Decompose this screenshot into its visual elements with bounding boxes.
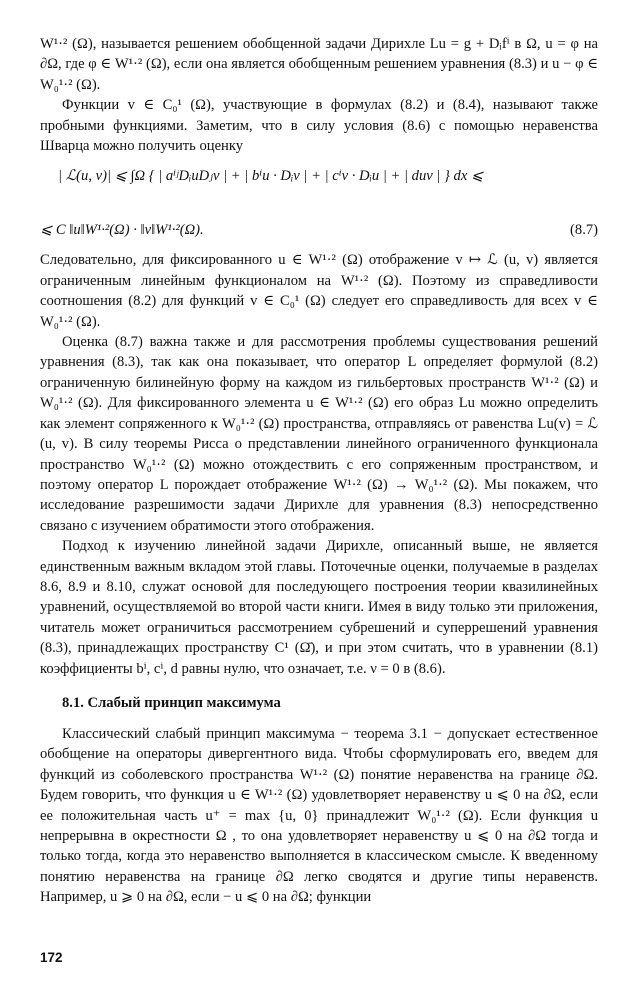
formula-estimate-rhs: ⩽ C ‖u‖W¹·²(Ω) · ‖v‖W¹·²(Ω). xyxy=(40,222,204,239)
paragraph-max-principle: Классический слабый принцип максимума − теорема 3.1 − допускает естественное обобщение на операторы дивергентного вида. Чтобы сформулировать его, введем для функций из соболевского пространства W¹·² (Ω) понятие неравенства на границе ∂Ω. Будем говорить, что функция u ∈ W¹·² (Ω) удовлетворяет неравенству u ⩽ 0 на ∂Ω, если ее положительная часть u⁺ = max {u, 0} принадлежит W₀¹·² (Ω). Если функция u непрерывна в окрестности Ω , то она удовлетворяет неравенству u ⩽ 0 на ∂Ω тогда и только тогда, когда это неравенство выполняется в классическом смысле. К введенному понятию неравенства на границе ∂Ω легко сводятся и другие типы неравенств. Например, u ⩾ 0 на ∂Ω, если − u ⩽ 0 на ∂Ω; функции xyxy=(40,725,598,906)
page-body xyxy=(40,34,598,908)
paragraph-continuation: W¹·² (Ω), называется решением обобщенной задачи Дирихле Lu = g + Dᵢfⁱ в Ω, u = φ на ∂Ω, где φ ∈ W¹·² (Ω), если она является обобщенным решением уравнения (8.3) и u − φ ∈ W₀¹·² (Ω). xyxy=(40,36,598,93)
paragraph-approach: Подход к изучению линейной задачи Дирихле, описанный выше, не является единственным важным вкладом этой главы. Поточечные оценки, получаемые в разделах 8.6, 8.9 и 8.10, служат основой для последующего построения теории квазилинейных уравнений, осуществляемой во второй части книги. Имея в виду только эти приложения, читатель может ограничиться рассмотрением субрешений и суперрешений уравнения (8.3), принадлежащих пространству C¹ (Ω̄), и при этом считать, что в уравнении (8.1) коэффициенты bⁱ, cⁱ, d равны нулю, что означает, т.е. ν = 0 в (8.6). xyxy=(40,538,598,677)
formula-estimate-line1: | ℒ(u, v)| ⩽ ∫Ω { | aⁱʲDᵢuDⱼv | + | bⁱu · Dᵢv | + | cⁱv · Dᵢu | + | duv | } dx ⩽ xyxy=(58,168,484,185)
section-heading: 8.1. Слабый принцип максимума xyxy=(62,694,281,711)
page-number: 172 xyxy=(40,950,63,965)
paragraph-estimate-importance: Оценка (8.7) важна также и для рассмотрения проблемы существования решений уравнения (8.3), так как она показывает, что оператор L определяет формулой (8.2) ограниченную билинейную форму на каждом из гильбертовых пространств W¹·² (Ω) и W₀¹·² (Ω). Для фиксированного элемента u ∈ W¹·² (Ω) его образ Lu можно определить как элемент сопряженного к W₀¹·² (Ω) пространства, отправляясь от равенства Lu(v) = ℒ (u, v). В силу теоремы Рисса о представлении линейного ограниченного функционала пространство W₀¹·² (Ω) можно отождествить с его сопряженным пространством, и поэтому оператор L порождает отображение W¹·² (Ω) → W₀¹·² (Ω). Мы покажем, что исследование разрешимости задачи Дирихле для уравнения (8.3) непосредственно связано с изучением обратимости этого отображения. xyxy=(40,334,598,534)
equation-number: (8.7) xyxy=(570,222,598,239)
formula-estimate-line2 xyxy=(40,220,598,250)
paragraph-test-functions: Функции v ∈ C₀¹ (Ω), участвующие в формулах (8.2) и (8.4), называют также пробными функциями. Заметим, что в силу условия (8.6) с помощью неравенства Шварца можно получить оценку xyxy=(40,97,598,155)
paragraph-consequently: Следовательно, для фиксированного u ∈ W¹·² (Ω) отображение v ↦ ℒ (u, v) является ограниченным линейным функционалом на W¹·² (Ω). Поэтому из справедливости соотношения (8.2) для функций v ∈ C₀¹ (Ω) следует его справедливость для всех v ∈ W₀¹·² (Ω). xyxy=(40,252,598,330)
